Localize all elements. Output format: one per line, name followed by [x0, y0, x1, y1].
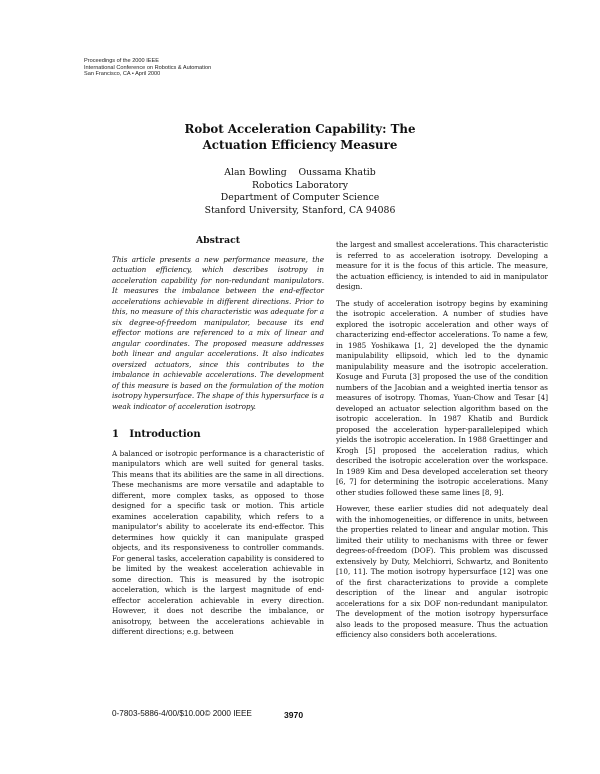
- proceedings-line-2: International Conference on Robotics & Automation: [84, 64, 212, 71]
- affiliation-university: Stanford University, Stanford, CA 94086: [204, 204, 396, 216]
- right-column: [336, 240, 548, 647]
- paper-title: [150, 121, 450, 153]
- abstract-body: This article presents a new performance measure, the actuation efficiency, which describes isotropy in acceleration capability for non-redundant manipulators. It measures the imbalance between the end-effector accelerations achievable in different directions. Prior to this, no measure of this characteristic was adequate for a six degree-of-freedom manipulator, because its end effector motions are referenced to a mix of linear and angular coordinates. The proposed measure addresses both linear and angular accelerations. It also indicates oversized actuators, since this contributes to the imbalance in achievable accelerations. The development of this measure is based on the formulation of the motion isotropy hypersurface. The shape of this hypersurface is a weak indicator of acceleration isotropy.: [112, 254, 325, 411]
- introduction-heading: 1 Introduction: [112, 429, 201, 440]
- right-paragraph-2: The study of acceleration isotropy begins by examining the isotropic acceleration. A number of studies have explored the isotropic acceleration and other ways of characterizing end-effector accelerations. To name a few, in 1985 Yoshikawa [1, 2] developed the the dynamic manipulability ellipsoid, which led to the dynamic manipulability measure and the isotropic acceleration. Kosuge and Furuta [3] proposed the use of the condition numbers of the Jacobian and a weighted inertia tensor as measures of isotropy. Thomas, Yuan-Chow and Tesar [4] developed an actuator selection algorithm based on the isotropic acceleration. In 1987 Khatib and Burdick proposed the acceleration hyper-parallelepiped which yields the isotropic acceleration. In 1988 Graettinger and Krogh [5] proposed the acceleration radius, which described the isotropic acceleration over the workspace. In 1989 Kim and Desa developed acceleration set theory [6, 7] for determining the isotropic accelerations. Many other studies followed these same lines [8, 9].: [336, 298, 548, 497]
- copyright-footer: 0-7803-5886-4/00/$10.00© 2000 IEEE: [112, 709, 252, 718]
- affiliation-department: Department of Computer Science: [220, 192, 380, 204]
- author-block: [150, 167, 450, 217]
- page-number: 3970: [284, 710, 304, 720]
- proceedings-header: [84, 58, 284, 78]
- affiliation-lab: Robotics Laboratory: [251, 179, 349, 191]
- proceedings-line-1: Proceedings of the 2000 IEEE: [84, 58, 159, 64]
- abstract-heading: Abstract: [195, 235, 241, 246]
- author-names: Alan Bowling Oussama Khatib: [224, 167, 376, 178]
- introduction-paragraph-1: A balanced or isotropic performance is a characteristic of manipulators which are well suited for general tasks. This means that its abilities are the same in all directions. These mechanisms are more versatile and adaptable to different, more complex tasks, as opposed to those designed for a specific task or motion. This article examines acceleration capability, which refers to a manipulator's ability to accelerate its end-effector. This determines how quickly it can manipulate grasped objects, and its responsiveness to controller commands. For general tasks, acceleration capability is considered to be limited by the weakest acceleration achievable in some direction. This is measured by the isotropic acceleration, which is the largest magnitude of end-effector acceleration achievable in every direction. However, it does not describe the imbalance, or anisotropy, between the accelerations achievable in different directions; e.g. between: [112, 448, 324, 636]
- title-line-2: Actuation Efficiency Measure: [202, 138, 398, 152]
- proceedings-line-3: San Francisco, CA • April 2000: [84, 71, 161, 78]
- left-column: [112, 236, 324, 644]
- right-paragraph-3: However, these earlier studies did not adequately deal with the inhomogeneities, or difference in units, between the properties related to linear and angular motion. This limited their utility to mechanisms with three or fewer degrees-of-freedom (DOF). This problem was discussed extensively by Duty, Melchiorri, Schwartz, and Bonitento [10, 11]. The motion isotropy hypersurface [12] was one of the first characterizations to provide a complete description of the linear and angular isotropic accelerations for a six DOF non-redundant manipulator. The development of the motion isotropy hypersurface also leads to the proposed measure. Thus the actuation efficiency also considers both accelerations.: [336, 504, 548, 639]
- title-line-1: Robot Acceleration Capability: The: [184, 122, 416, 136]
- right-paragraph-1: the largest and smallest accelerations. This characteristic is referred to as acceleration isotropy. Developing a measure for it is the focus of this article. The measure, the actuation efficiency, is intended to aid in manipulator design.: [336, 240, 548, 291]
